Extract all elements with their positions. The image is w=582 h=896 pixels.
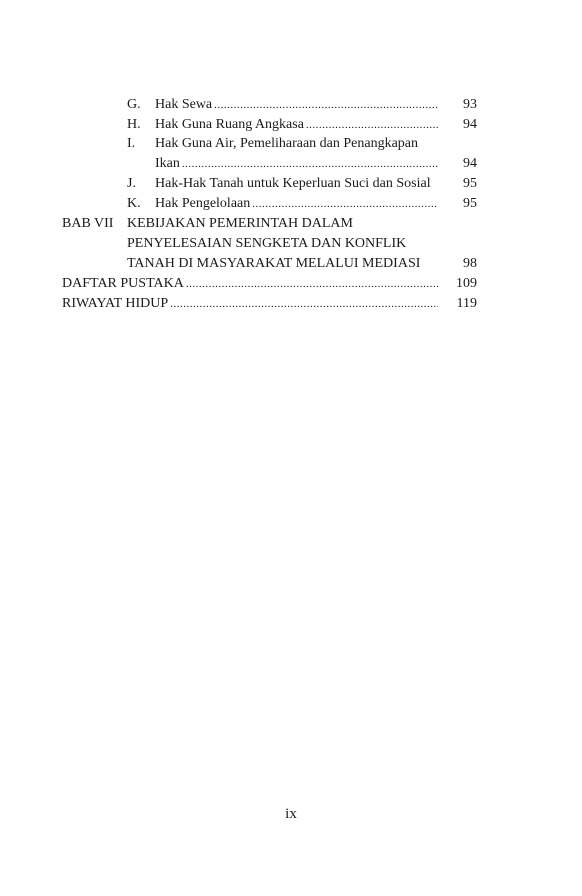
toc-entry-i: [0, 134, 582, 154]
toc-leader-dots: [304, 115, 438, 135]
toc-chapter-bab-vii-line3: [0, 254, 582, 274]
toc-entry-title: Ikan: [155, 156, 180, 171]
toc-entry-letter: J.: [127, 176, 136, 191]
page-number: ix: [285, 806, 297, 822]
chapter-title-line: TANAH DI MASYARAKAT MELALUI MEDIASI: [127, 256, 421, 271]
toc-daftar-pustaka: [0, 274, 582, 294]
toc-riwayat-hidup: [0, 294, 582, 314]
toc-entry-title: RIWAYAT HIDUP: [62, 296, 169, 311]
toc-entry-page: 94: [463, 117, 477, 132]
toc-entry-page: 109: [456, 276, 477, 291]
toc-entry-g: [0, 95, 582, 115]
toc-leader-dots: [212, 95, 438, 115]
toc-entry-title: Hak-Hak Tanah untuk Keperluan Suci dan Sosial: [155, 176, 431, 191]
toc-entry-title: Hak Pengelolaan: [155, 196, 251, 211]
toc-entry-title-wrap: [155, 134, 455, 154]
toc-entry-page: 95: [463, 196, 477, 211]
toc-entry-title: Hak Guna Ruang Angkasa: [155, 117, 304, 132]
toc-entry-page: 94: [463, 156, 477, 171]
toc-entry-i-continued: [0, 154, 582, 174]
toc-entry-title-wrap: [155, 154, 438, 174]
toc-entry-title-wrap: [62, 274, 438, 294]
toc-leader-dots: [180, 154, 438, 174]
toc-entry-letter: I.: [127, 136, 136, 151]
toc-leader-dots: [184, 274, 438, 294]
chapter-title-line: KEBIJAKAN PEMERINTAH DALAM: [127, 216, 353, 231]
toc-entry-title-wrap: [62, 294, 438, 314]
toc-entry-k: [0, 194, 582, 214]
toc-entry-title: Hak Sewa: [155, 97, 213, 112]
toc-entry-letter: H.: [127, 117, 141, 132]
toc-entry-page: 98: [463, 256, 477, 271]
toc-entry-j: [0, 174, 582, 194]
toc-entry-title-wrap: [155, 115, 438, 135]
toc-entry-h: [0, 115, 582, 135]
toc-entry-letter: G.: [127, 97, 141, 112]
chapter-number: BAB VII: [62, 216, 114, 231]
chapter-title-line: PENYELESAIAN SENGKETA DAN KONFLIK: [127, 236, 407, 251]
toc-entry-title-wrap: [155, 194, 438, 214]
toc-entry-title-wrap: [155, 95, 438, 115]
toc-leader-dots: [168, 294, 438, 314]
toc-entry-title-wrap: [155, 174, 455, 194]
toc-entry-page: 93: [463, 97, 477, 112]
toc-entry-title: DAFTAR PUSTAKA: [62, 276, 184, 291]
toc-entry-page: 95: [463, 176, 477, 191]
toc-chapter-bab-vii-line2: [0, 234, 582, 254]
toc-entry-letter: K.: [127, 196, 141, 211]
toc-entry-title: Hak Guna Air, Pemeliharaan dan Penangkapan: [155, 136, 419, 151]
toc-chapter-bab-vii: [0, 214, 582, 234]
toc-leader-dots: [250, 194, 438, 214]
toc-entry-page: 119: [456, 296, 477, 311]
